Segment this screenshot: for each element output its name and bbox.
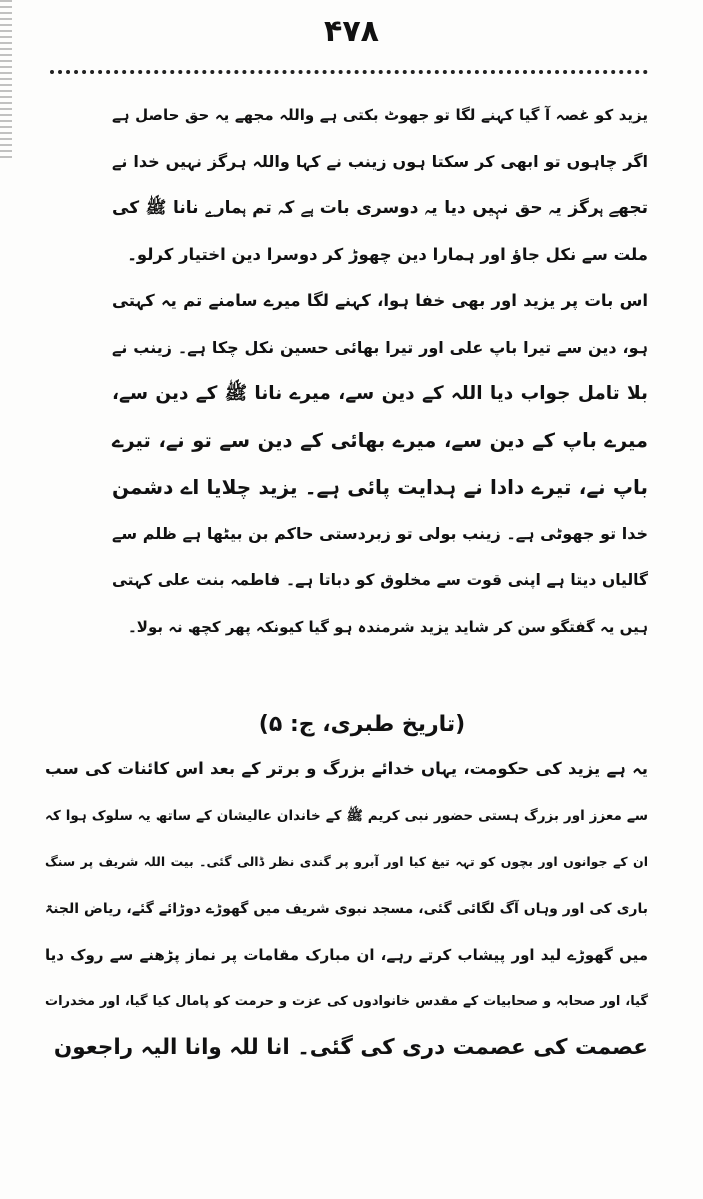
paragraph-line: ان کے جوانوں اور بچوں کو تہہ تیغ کیا اور آبرو پر گندی نظر ڈالی گئی۔ بیت اللہ شریف پر سنگ (45, 854, 648, 869)
paragraph-line: سے معزز اور بزرگ ہستی حضور نبی کریم ﷺ کے خاندان عالیشان کے ساتھ یہ سلوک ہوا کہ (45, 807, 648, 824)
quote-line: ملت سے نکل جاؤ اور ہمارا دین چھوڑ کر دوسرا دین اختیار کرلو۔ (127, 244, 648, 264)
paragraph-line: باری کی اور وہاں آگ لگائی گئی، مسجد نبوی شریف میں گھوڑے دوڑائے گئے، ریاض الجنۃ (45, 900, 648, 917)
quote-line: اس بات پر یزید اور بھی خفا ہوا، کہنے لگا میرے سامنے تم یہ کہتی (112, 291, 648, 310)
quote-line: گالیاں دیتا ہے اپنی قوت سے مخلوق کو دباتا ہے۔ فاطمہ بنت علی کہتی (112, 571, 648, 589)
quote-line: اگر چاہوں تو ابھی کر سکتا ہوں زینب نے کہا واللہ ہرگز نہیں خدا نے (112, 151, 648, 171)
paragraph-line: یہ ہے یزید کی حکومت، یہاں خدائے بزرگ و برتر کے بعد اس کائنات کی سب (45, 759, 648, 778)
quote-line: ہو، دین سے تیرا باپ علی اور تیرا بھائی حسین نکل چکا ہے۔ زینب نے (112, 337, 648, 357)
quote-line: یزید کو غصہ آ گیا کہنے لگا تو جھوٹ بکتی ہے واللہ مجھے یہ حق حاصل ہے (112, 106, 648, 124)
paragraph-line: عصمت کی عصمت دری کی گئی۔ انا للہ وانا الیہ راجعون (53, 1035, 648, 1060)
quote-line: ہیں یہ گفتگو سن کر شاید یزید شرمندہ ہو گیا کیونکہ پھر کچھ نہ بولا۔ (128, 617, 648, 636)
quote-line: خدا تو جھوٹی ہے۔ زینب بولی تو زبردستی حاکم بن بیٹھا ہے ظلم سے (112, 523, 648, 543)
quote-line: بلا تامل جواب دیا اللہ کے دین سے، میرے نانا ﷺ کے دین سے، (112, 383, 648, 404)
quoted-passage (112, 92, 648, 650)
dotted-divider (50, 70, 648, 74)
quote-line: میرے باپ کے دین سے، میرے بھائی کے دین سے تو نے، تیرے (112, 428, 648, 452)
paragraph-line: میں گھوڑے لید اور پیشاب کرتے رہے، ان مبارک مقامات پر نماز پڑھنے سے روک دیا (45, 946, 648, 964)
paragraph-line: گیا، اور صحابہ و صحابیات کے مقدس خانوادوں کی عزت و حرمت کو پامال کیا گیا، اور مخدرات (45, 993, 648, 1009)
quote-line: تجھے ہرگز یہ حق نہیں دیا یہ دوسری بات ہے کہ تم ہمارے نانا ﷺ کی (112, 198, 648, 218)
quote-line: باپ نے، تیرے دادا نے ہدایت پائی ہے۔ یزید چلایا اے دشمن (112, 475, 648, 499)
page-number: ۴۷۸ (324, 14, 379, 49)
citation: (تاریخ طبری، ج: ۵) (258, 712, 466, 737)
commentary-paragraph (45, 746, 648, 1072)
